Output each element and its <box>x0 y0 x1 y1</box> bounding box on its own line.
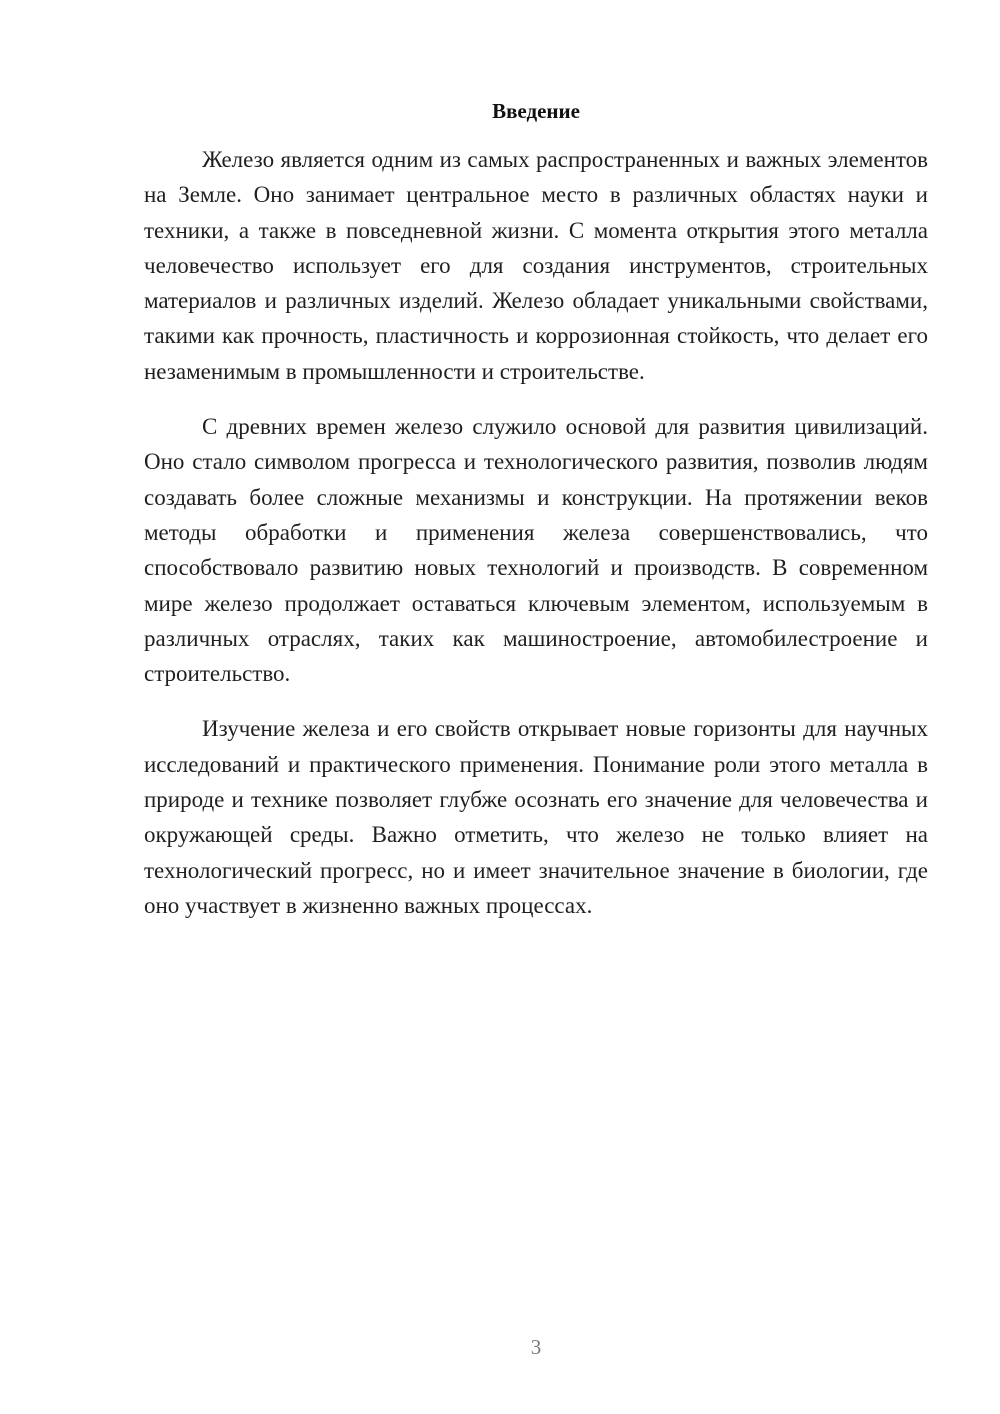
page-number: 3 <box>530 1335 542 1359</box>
section-heading: Введение <box>492 99 580 123</box>
paragraph-1: Железо является одним из самых распространенных и важных элементов на Земле. Оно занимает центральное место в различных областях науки и техники, а также в повседневной жизни. С момента открытия этого металла человечество использует его для создания инструментов, строительных материалов и различных изделий. Железо обладает уникальными свойствами, такими как прочность, пластичность и коррозионная стойкость, что делает его незаменимым в промышленности и строительстве. <box>144 147 928 384</box>
paragraph-3: Изучение железа и его свойств открывает новые горизонты для научных исследований и практического применения. Понимание роли этого металла в природе и технике позволяет глубже осознать его значение для человечества и окружающей среды. Важно отметить, что железо не только влияет на технологический прогресс, но и имеет значительное значение в биологии, где оно участвует в жизненно важных процессах. <box>144 716 928 918</box>
paragraph-2: С древних времен железо служило основой для развития цивилизаций. Оно стало символом прогресса и технологического развития, позволив людям создавать более сложные механизмы и конструкции. На протяжении веков методы обработки и применения железа совершенствовались, что способствовало развитию новых технологий и производств. В современном мире железо продолжает оставаться ключевым элементом, используемым в различных отраслях, таких как машиностроение, автомобилестроение и строительство. <box>144 414 928 687</box>
body-text <box>144 142 928 943</box>
